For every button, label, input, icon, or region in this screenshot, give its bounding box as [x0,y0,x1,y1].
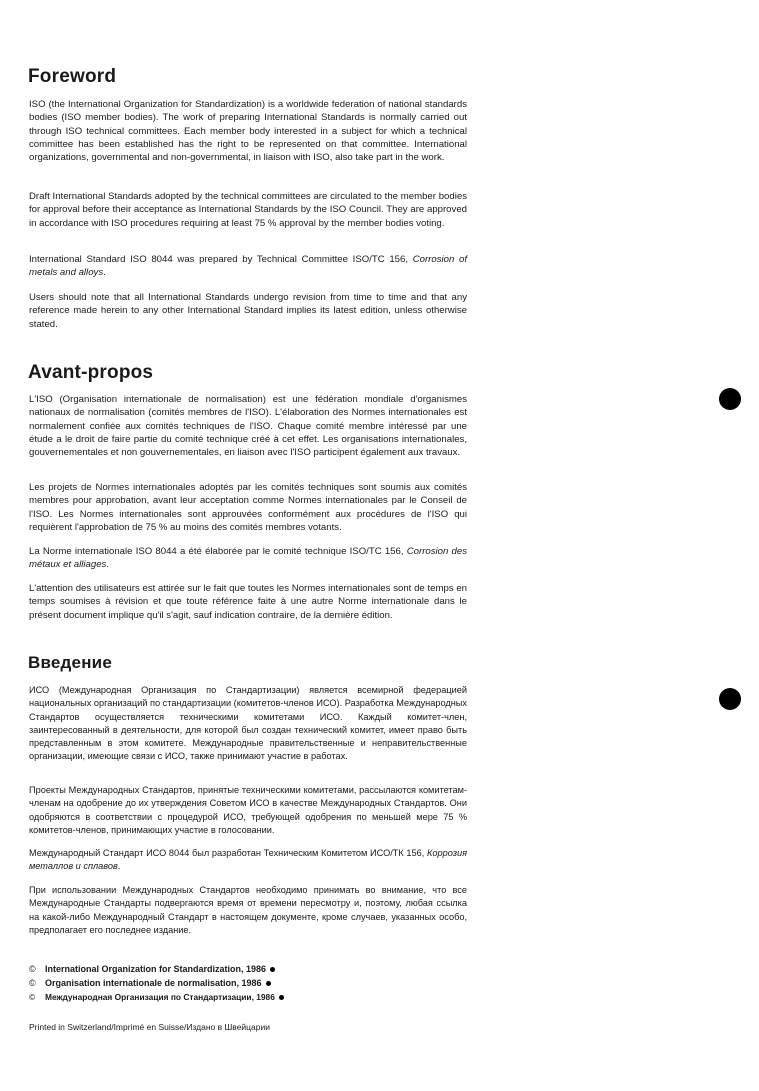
copyright-symbol: © [29,992,36,1002]
bullet-icon [270,967,275,972]
vvedenie-p3-text: Международный Стандарт ИСО 8044 был разработан Техническим Комитетом ИСО/ТК 156, [29,848,427,858]
avant-propos-paragraph-1: L'ISO (Organisation internationale de normalisation) est une fédération mondiale d'organismes nationaux de normalisation (comités membres de l'ISO). L'élaboration des Normes internationales est normalement confiée aux comités techniques de l'ISO. Chaque comité membre intéressé par une étude a le droit de faire partie du comité technique créé à cet effet. Les organisations internationales, gouvernementales et non gouvernementales, en liaison avec l'ISO participent également aux travaux. [29,394,467,459]
avant-propos-p3-text: La Norme internationale ISO 8044 a été élaborée par le comité technique ISO/TC 156, [29,546,407,557]
vvedenie-paragraph-2: Проекты Международных Стандартов, принятые техническими комитетами, рассылаются комитетам-членам на одобрение до их утверждения Советом ИСО в качестве Международных Стандартов. Они одобряются в соответствии с процедурой ИСО, требующей одобрения по меньшей мере 75 % комитетов-членов, принимающих участие в голосовании. [29,785,467,835]
foreword-heading: Foreword [28,66,117,87]
foreword-p3-committee-title: Corrosion of metals and alloys [29,254,467,279]
copyright-text: International Organization for Standardization, 1986 [45,964,267,974]
avant-propos-heading: Avant-propos [28,362,154,383]
foreword-paragraph-2: Draft International Standards adopted by the technical committees are circulated to the member bodies for approval before their acceptance as International Standards by the ISO Council. They are approved in accordance with ISO procedures requiring at least 75 % approval by the member bodies voting. [29,191,467,229]
foreword-p3-end: . [103,267,106,279]
foreword-paragraph-3 [29,253,467,280]
avant-propos-paragraph-3 [29,545,467,572]
avant-propos-p3-committee-title: Corrosion des métaux et alliages [29,546,468,571]
bullet-icon [279,995,284,1000]
vvedenie-p3-committee-title: Коррозия металлов и сплавов [29,848,467,872]
foreword-p3-text: International Standard ISO 8044 was prepared by Technical Committee ISO/TC 156, [29,254,413,265]
copyright-text: Organisation internationale de normalisation, 1986 [45,978,262,988]
copyright-symbol: © [29,978,36,988]
vvedenie-paragraph-4: При использовании Международных Стандартов необходимо принимать во внимание, что все Международные Стандарты подвергаются время от времени пересмотру и, поэтому, любая ссылка на какой-либо Международный Стандарт в настоящем документе, кроме случаев, указанных особо, предполагает его последнее издание. [29,885,467,935]
copyright-symbol: © [29,964,36,974]
copyright-line-en [29,963,275,975]
vvedenie-p3-end: . [117,861,121,872]
vvedenie-paragraph-1: ИСО (Международная Организация по Стандартизации) является всемирной федерацией национальных организаций по стандартизации (комитетов-членов ИСО). Разработка Международных Стандартов осуществляется техническими комитетами ИСО. Каждый комитет-член, заинтересованный в деятельности, для которой был создан технический комитет, имеет право быть представленным в этом комитете. Международные правительственные и неправительственные организации, имеющие связи с ИСО, также принимают участие в работах. [29,685,467,762]
vvedenie-heading: Введение [28,653,112,672]
copyright-line-ru [29,991,284,1003]
avant-propos-paragraph-4: L'attention des utilisateurs est attirée sur le fait que toutes les Normes internationales sont de temps en temps soumises à révision et que toute référence faite à une autre Norme internationale dans le présent document implique qu'il s'agit, sauf indication contraire, de la dernière édition. [29,583,467,621]
bullet-icon [266,981,271,986]
avant-propos-paragraph-2: Les projets de Normes internationales adoptés par les comités techniques sont soumis aux comités membres pour approbation, avant leur acceptation comme Normes internationales par le Conseil de l'ISO. Les Normes internationales sont approuvées conformément aux procédures de l'ISO qui requièrent l'approbation de 75 % au moins des comités membres votants. [29,482,467,533]
copyright-line-fr [29,977,271,989]
punch-hole-mark [719,388,741,410]
punch-hole-mark [719,688,741,710]
foreword-paragraph-1: ISO (the International Organization for Standardization) is a worldwide federation of national standards bodies (ISO member bodies). The work of preparing International Standards is normally carried out through ISO technical committees. Each member body interested in a subject for which a technical committee has been established has the right to be represented on that committee. International organizations, governmental and non-governmental, in liaison with ISO, also take part in the work. [29,99,467,164]
avant-propos-p3-end: . [106,559,109,571]
copyright-text: Международная Организация по Стандартизации, 1986 [45,992,275,1002]
printed-in-line: Printed in Switzerland/Imprimé en Suisse/Издано в Швейцарии [29,1022,270,1032]
vvedenie-paragraph-3 [29,847,467,874]
foreword-paragraph-4: Users should note that all International Standards undergo revision from time to time and that any reference made herein to any other International Standard implies its latest edition, unless otherwise stated. [29,292,467,330]
